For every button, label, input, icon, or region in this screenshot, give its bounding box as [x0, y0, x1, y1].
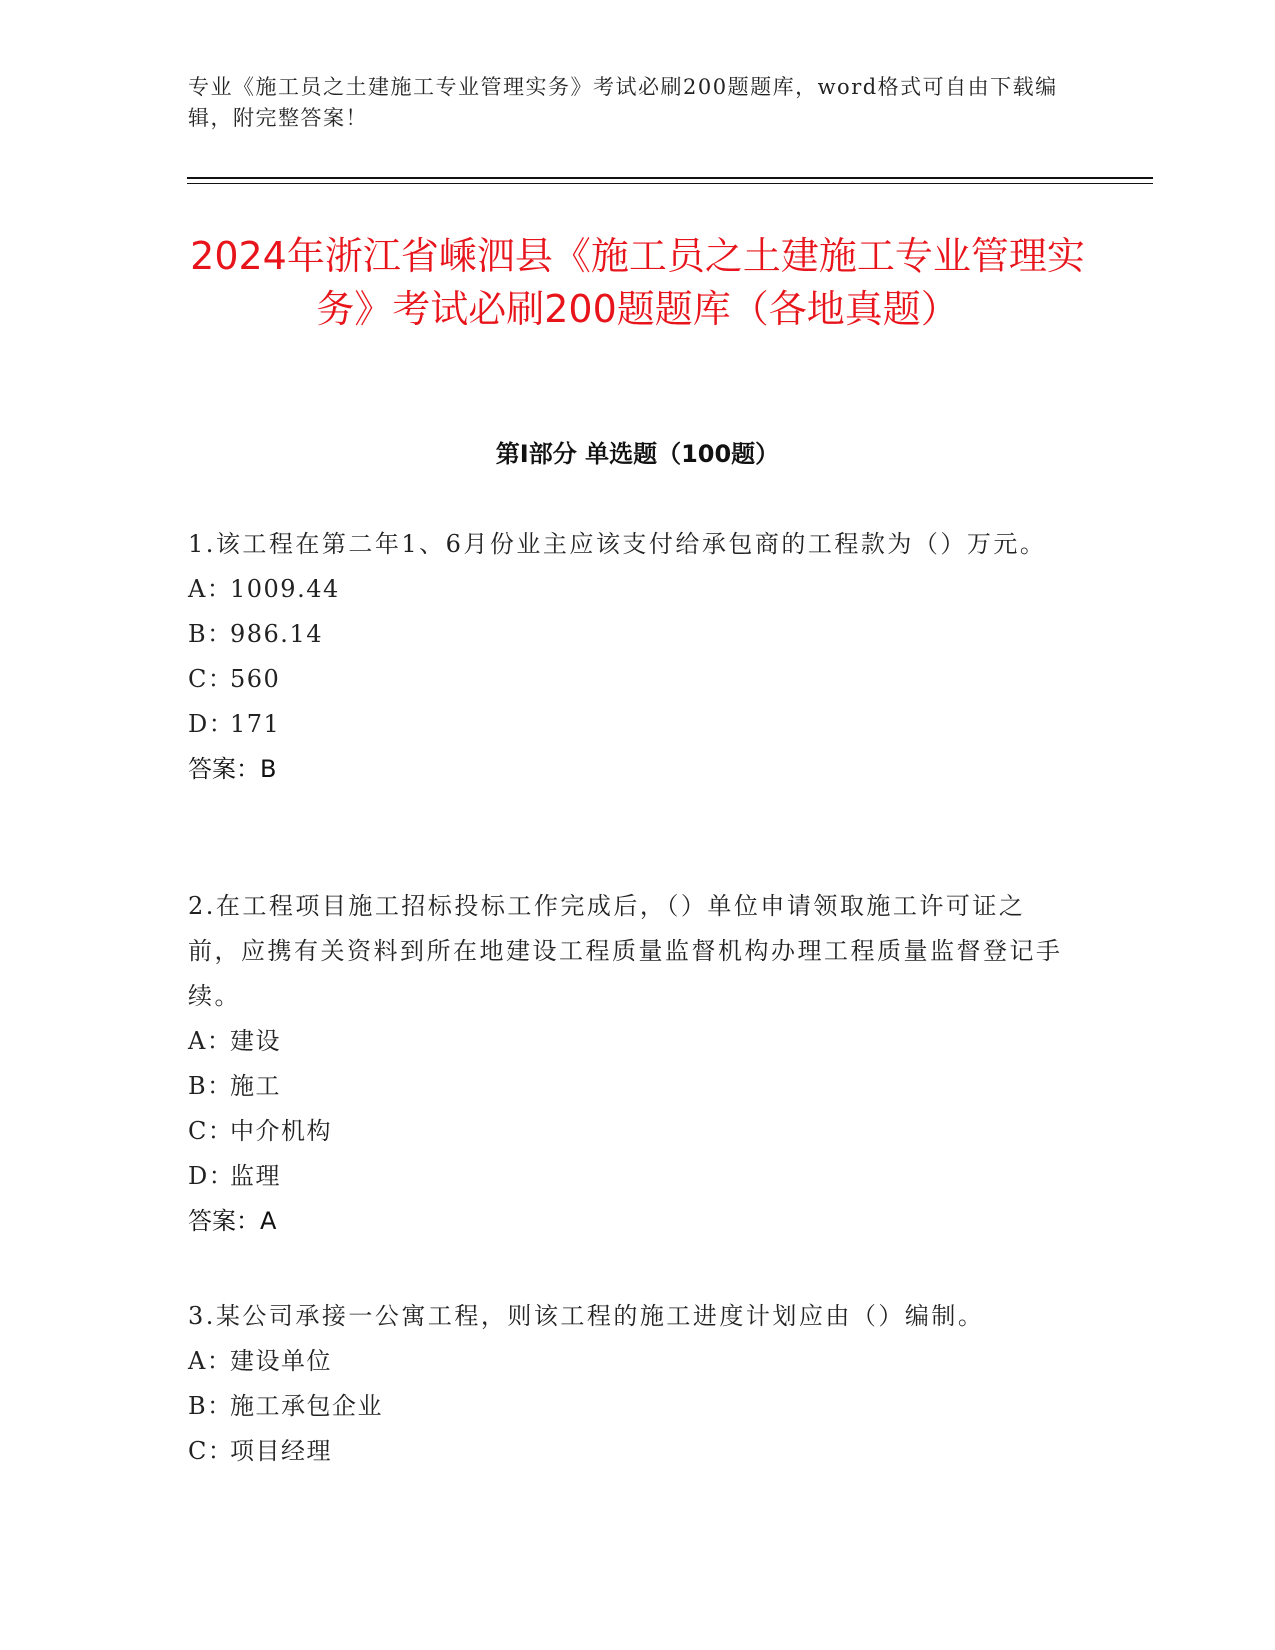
- option-key: B：: [188, 1392, 233, 1420]
- option-text: 建设: [230, 1027, 281, 1055]
- option-key: D：: [188, 1162, 235, 1190]
- option-key: C：: [188, 1437, 234, 1465]
- option-d: [188, 1154, 1068, 1199]
- section-heading: 第I部分 单选题（100题）: [495, 440, 780, 468]
- option-b: [188, 1384, 1068, 1429]
- option-a: [188, 1339, 1068, 1384]
- header-rule-thick: [187, 177, 1153, 179]
- option-b: [188, 612, 1068, 657]
- option-text: 施工: [230, 1072, 281, 1100]
- header-rule-thin: [187, 183, 1153, 184]
- option-a: [188, 567, 1068, 612]
- option-text: 560: [230, 665, 281, 693]
- option-text: 986.14: [230, 620, 323, 648]
- option-c: [188, 1429, 1068, 1474]
- question-stem: 1.该工程在第二年1、6月份业主应该支付给承包商的工程款为（）万元。: [188, 530, 1047, 558]
- option-key: C：: [188, 665, 234, 693]
- question-stem: 3.某公司承接一公寓工程，则该工程的施工进度计划应由（）编制。: [188, 1302, 985, 1330]
- option-key: B：: [188, 620, 233, 648]
- question-3: [188, 1294, 1068, 1474]
- option-text: 监理: [230, 1162, 281, 1190]
- question-stem: 2.在工程项目施工招标投标工作完成后，（）单位申请领取施工许可证之前，应携有关资料到所在地建设工程质量监督机构办理工程质量监督登记手续。: [188, 892, 1063, 1010]
- answer-label: 答案：: [188, 755, 260, 783]
- option-text: 施工承包企业: [230, 1392, 383, 1420]
- option-text: 1009.44: [230, 575, 340, 603]
- answer-value: B: [260, 755, 277, 783]
- option-c: [188, 1109, 1068, 1154]
- document-title: 2024年浙江省嵊泗县《施工员之土建施工专业管理实务》考试必刷200题题库（各地真题）: [190, 234, 1085, 331]
- option-d: [188, 702, 1068, 747]
- answer-line: [188, 747, 1068, 792]
- option-text: 171: [230, 710, 281, 738]
- option-a: [188, 1019, 1068, 1064]
- option-key: C：: [188, 1117, 234, 1145]
- option-text: 建设单位: [230, 1347, 332, 1375]
- option-key: A：: [188, 575, 233, 603]
- option-b: [188, 1064, 1068, 1109]
- option-key: D：: [188, 710, 235, 738]
- option-text: 中介机构: [230, 1117, 332, 1145]
- option-key: B：: [188, 1072, 233, 1100]
- option-key: A：: [188, 1027, 233, 1055]
- question-2: [188, 884, 1068, 1244]
- option-text: 项目经理: [230, 1437, 332, 1465]
- question-1: [188, 522, 1068, 792]
- answer-label: 答案：: [188, 1207, 260, 1235]
- header-note: 专业《施工员之土建施工专业管理实务》考试必刷200题题库，word格式可自由下载编辑，附完整答案！: [188, 75, 1058, 130]
- answer-value: A: [260, 1207, 277, 1235]
- option-c: [188, 657, 1068, 702]
- answer-line: [188, 1199, 1068, 1244]
- option-key: A：: [188, 1347, 233, 1375]
